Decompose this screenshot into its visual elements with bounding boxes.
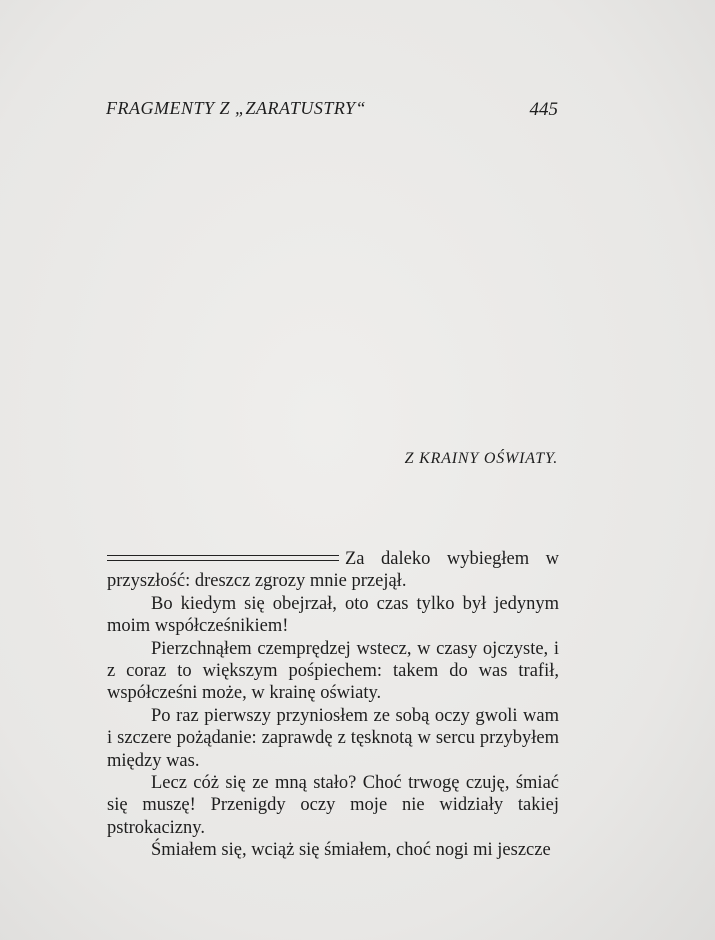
running-title: FRAGMENTY Z „ZARATUSTRY“: [106, 98, 367, 118]
paragraph: Śmiałem się, wciąż się śmiałem, choć nogi mi jeszcze: [151, 840, 551, 861]
body-text: [107, 548, 559, 862]
double-rule-divider: [107, 555, 339, 561]
paragraph: Lecz cóż się ze mną stało? Choć trwogę czuję, śmiać się muszę! Przenigdy oczy moje nie widziały takiej pstrokacizny.: [107, 773, 559, 838]
paragraph: Pierzchnąłem czemprędzej wstecz, w czasy ojczyste, i z coraz to większym pośpiechem: takem do was trafił, współcześni może, w krainę oświaty.: [107, 638, 559, 704]
page-header: [106, 98, 558, 128]
page-number: 445: [529, 99, 558, 120]
paragraph: Bo kiedym się obejrzał, oto czas tylko był jedynym moim współcześnikiem!: [107, 593, 559, 637]
paragraph: Po raz pierwszy przyniosłem ze sobą oczy gwoli wam i szczere pożądanie: zaprawdę z tęsknotą w sercu przybyłem między was.: [107, 705, 559, 771]
section-title: Z KRAINY OŚWIATY.: [404, 450, 558, 467]
paragraph-text: Za daleko wybiegłem w przyszłość: dreszcz zgrozy mnie przejął.: [107, 549, 559, 592]
paragraph: [107, 548, 559, 593]
